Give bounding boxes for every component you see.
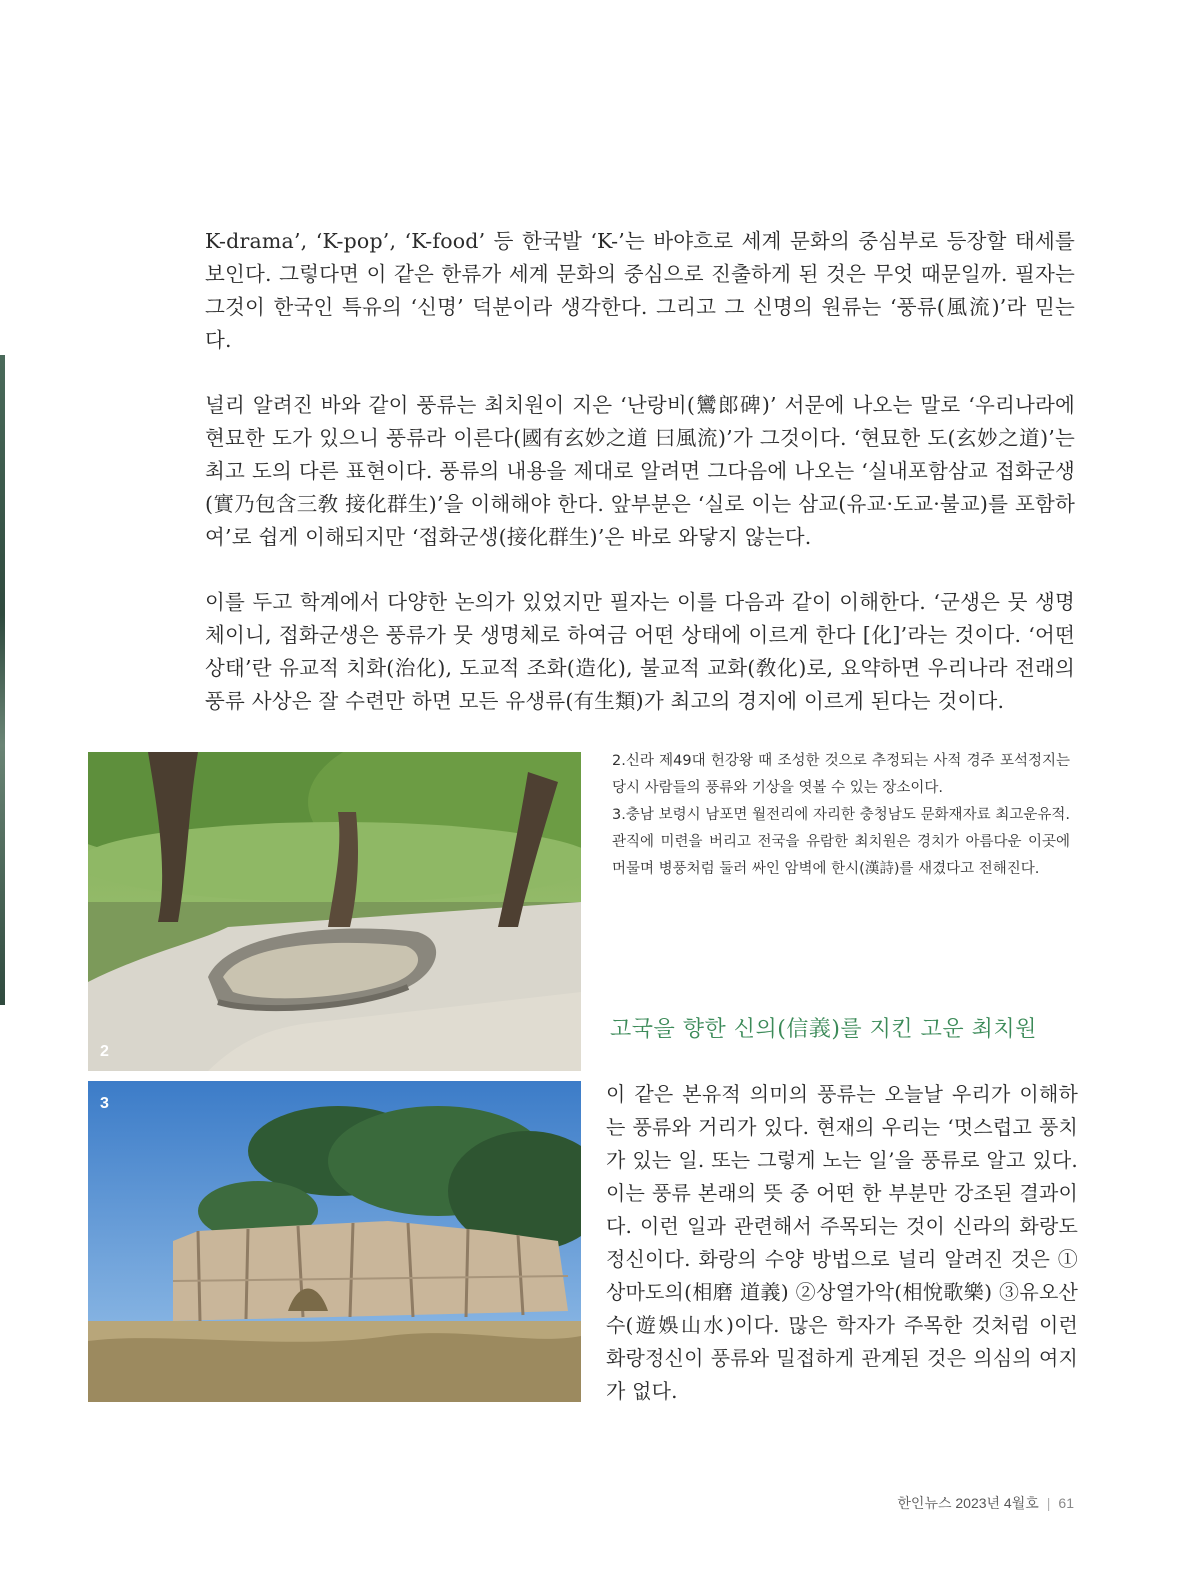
photo-number-3: 3 [100,1095,109,1112]
photo-captions [612,748,1070,883]
poseokjeong-image [88,752,581,1071]
page-number: 61 [1058,1495,1074,1511]
article-paragraph-2: 널리 알려진 바와 같이 풍류는 최치원이 지은 ‘난랑비(鸞郎碑)’ 서문에 나오는 말로 ‘우리나라에 현묘한 도가 있으니 풍류라 이른다(國有玄妙之道 曰風流)’가 그것이다. ‘현묘한 도(玄妙之道)’는 최고 도의 다른 표현이다. 풍류의 내용을 제대로 알려면 그다음에 나오는 ‘실내포함삼교 접화군생(實乃包含三敎 接化群生)’을 이해해야 한다. 앞부분은 ‘실로 이는 삼교(유교·도교·불교)를 포함하여’로 쉽게 이해되지만 ‘접화군생(接化群生)’은 바로 와닿지 않는다. [205,393,1075,549]
section-body: 이 같은 본유적 의미의 풍류는 오늘날 우리가 이해하는 풍류와 거리가 있다. 현재의 우리는 ‘멋스럽고 풍치가 있는 일. 또는 그렇게 노는 일’을 풍류로 알고 있다. 이는 풍류 본래의 뜻 중 어떤 한 부분만 강조된 결과이다. 이런 일과 관련해서 주목되는 것이 신라의 화랑도 정신이다. 화랑의 수양 방법으로 널리 알려진 것은 ①상마도의(相磨 道義) ②상열가악(相悅歌樂) ③유오산수(遊娛山水)이다. 많은 학자가 주목한 것처럼 이런 화랑정신이 풍류와 밀접하게 관계된 것은 의심의 여지가 없다. [606,1082,1078,1403]
page-footer [897,1493,1074,1513]
page-edge-strip [0,355,5,1005]
choegowun-site-image [88,1081,581,1402]
caption-photo-2: 2.신라 제49대 헌강왕 때 조성한 것으로 추정되는 사적 경주 포석정지는 당시 사람들의 풍류와 기상을 엿볼 수 있는 장소이다. [612,753,1070,796]
caption-photo-3: 3.충남 보령시 남포면 월전리에 자리한 충청남도 문화재자료 최고운유적. 관직에 미련을 버리고 전국을 유람한 최치원은 경치가 아름다운 이곳에 머물며 병풍처럼 둘러 싸인 암벽에 한시(漢詩)를 새겼다고 전해진다. [612,807,1070,877]
publication-name: 한인뉴스 2023년 4월호 [897,1495,1039,1511]
section-heading: 고국을 향한 신의(信義)를 지킨 고운 최치원 [610,1017,1037,1042]
photo-choegowun-site [88,1081,581,1402]
article-paragraph-3: 이를 두고 학계에서 다양한 논의가 있었지만 필자는 이를 다음과 같이 이해한다. ‘군생은 뭇 생명체이니, 접화군생은 풍류가 뭇 생명체로 하여금 어떤 상태에 이르게 한다 [化]’라는 것이다. ‘어떤 상태’란 유교적 치화(治化), 도교적 조화(造化), 불교적 교화(敎化)로, 요약하면 우리나라 전래의 풍류 사상은 잘 수련만 하면 모든 유생류(有生類)가 최고의 경지에 이르게 된다는 것이다. [205,590,1075,713]
photo-poseokjeong [88,752,581,1071]
article-paragraph-1: K-drama’, ‘K-pop’, ‘K-food’ 등 한국발 ‘K-’는 바야흐로 세계 문화의 중심부로 등장할 태세를 보인다. 그렇다면 이 같은 한류가 세계 문화의 중심으로 진출하게 된 것은 무엇 때문일까. 필자는 그것이 한국인 특유의 ‘신명’ 덕분이라 생각한다. 그리고 그 신명의 원류는 ‘풍류(風流)’라 믿는다. [205,229,1075,352]
photo-number-2: 2 [100,1043,109,1060]
footer-separator: | [1046,1495,1051,1511]
